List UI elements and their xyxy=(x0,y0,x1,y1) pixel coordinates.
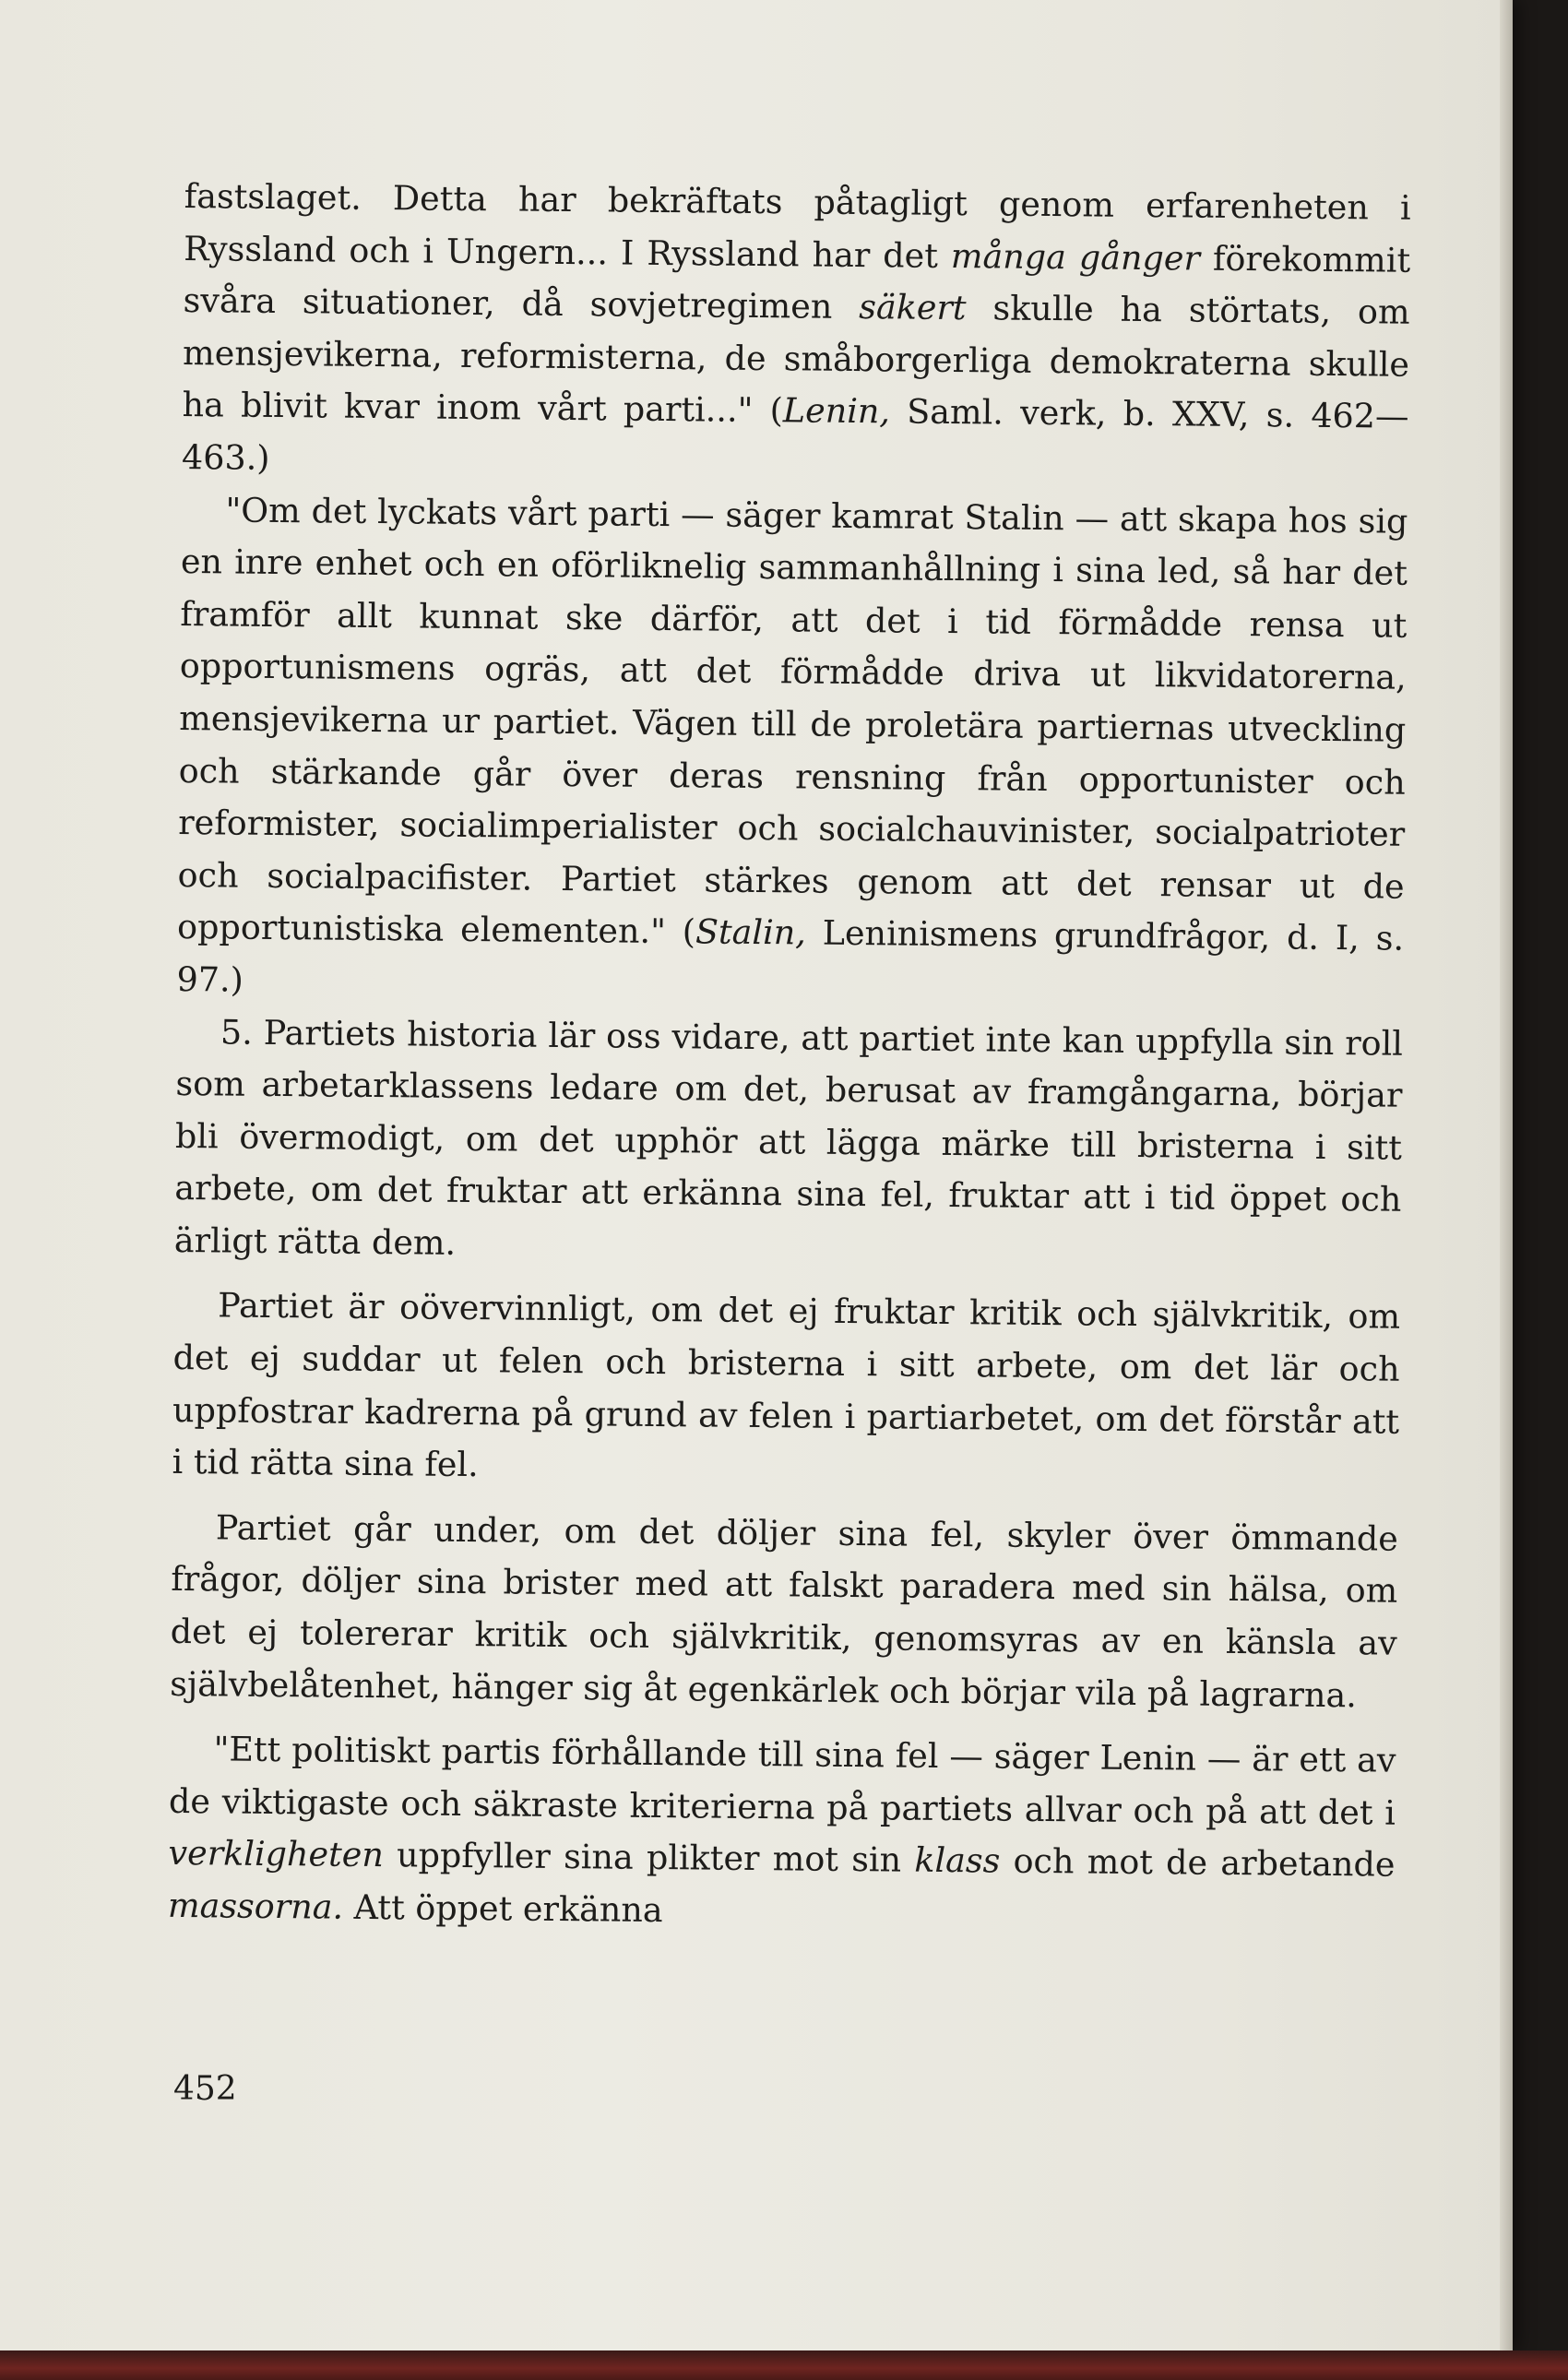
italic-run: verkligheten xyxy=(168,1833,385,1875)
italic-run: säkert xyxy=(859,287,967,328)
italic-run: klass xyxy=(914,1840,1001,1881)
citation-author: Stalin, xyxy=(695,911,807,953)
text-run: uppfyller sina plikter mot sin xyxy=(383,1835,915,1881)
text-run: Partiet går under, om det döljer sina fel, skyler över ömmande frågor, döljer sina brister med att falskt paradera med sin hälsa, om det ej tolererar kritik och självkritik, genomsyras av en känsla av självbelåtenhet, hänger sig åt egenkärlek och börjar vila på lagrarna. xyxy=(170,1507,1399,1715)
paragraph-1 xyxy=(182,171,1411,495)
citation-source: Leninismens grundfrågor, d. I, s. 97.) xyxy=(176,912,1405,1000)
text-run: 5. Partiets historia lär oss vidare, att partiet inte kan uppfylla sin roll som arbetarklassens ledare om det, berusat av framgångarna, börjar bli övermodigt, om det upphör att lägga märke till bristerna i sitt arbete, om det fruktar att erkänna sina fel, fruktar att i tid öppet och ärligt rätta dem. xyxy=(173,1011,1404,1263)
paragraph-2 xyxy=(176,484,1408,1018)
italic-run: massorna. xyxy=(167,1885,344,1927)
text-run: och mot de arbetande xyxy=(1000,1840,1396,1886)
italic-run: många gånger xyxy=(950,235,1201,279)
body-text xyxy=(168,171,1411,1944)
page-edge xyxy=(1500,0,1513,2350)
text-run: "Ett politiskt partis förhållande till sina fel — säger Lenin — är ett av de viktigaste och säkraste kriterierna på partiets allvar och på att det i xyxy=(168,1729,1396,1833)
text-run: förekommit svåra situationer, då sovjetregimen xyxy=(183,238,1411,327)
paragraph-6 xyxy=(168,1723,1396,1944)
citation-author: Lenin, xyxy=(782,390,891,432)
text-run: skulle ha störtats, om mensjevikerna, reformisterna, de småborgerliga demokraterna skulle ha blivit kvar inom vårt parti..." ( xyxy=(182,288,1410,431)
text-run: Partiet är oövervinnligt, om det ej fruktar kritik och självkritik, om det ej suddar ut felen och bristerna i sitt arbete, om det lär och uppfostrar kadrerna på grund av felen i partiarbetet, om det förstår att i tid rätta sina fel. xyxy=(172,1285,1401,1485)
book-cover-edge xyxy=(0,2350,1568,2380)
paragraph-5 xyxy=(170,1502,1398,1722)
text-run: "Om det lyckats vårt parti — säger kamrat Stalin — att skapa hos sig en inre enhet och en oförliknelig sammanhållning i sina led, så har det framför allt kunnat ske därför, att det i tid förmådde rensa ut opportunismens ogräs, att det förmådde driva ut likvidatorerna, mensjevikerna ur partiet. Vägen till de proletära partiernas utveckling och stärkande går över deras rensning från opportunister och reformister, socialimperialister och socialchauvinister, socialpatrioter och socialpacifister. Partiet stärkes genom att det rensar ut de opportunistiska elementen." ( xyxy=(176,490,1408,952)
text-run: fastslaget. Detta har bekräftats påtagligt genom erfarenheten i Ryssland och i Ungern... I Ryssland har det xyxy=(183,175,1411,276)
text-run: Att öppet erkänna xyxy=(342,1886,663,1931)
paragraph-3 xyxy=(174,1006,1404,1279)
paragraph-4 xyxy=(172,1279,1400,1500)
page-number: 452 xyxy=(173,2070,237,2108)
citation-source: Saml. verk, b. XXV, s. 462—463.) xyxy=(181,391,1409,478)
